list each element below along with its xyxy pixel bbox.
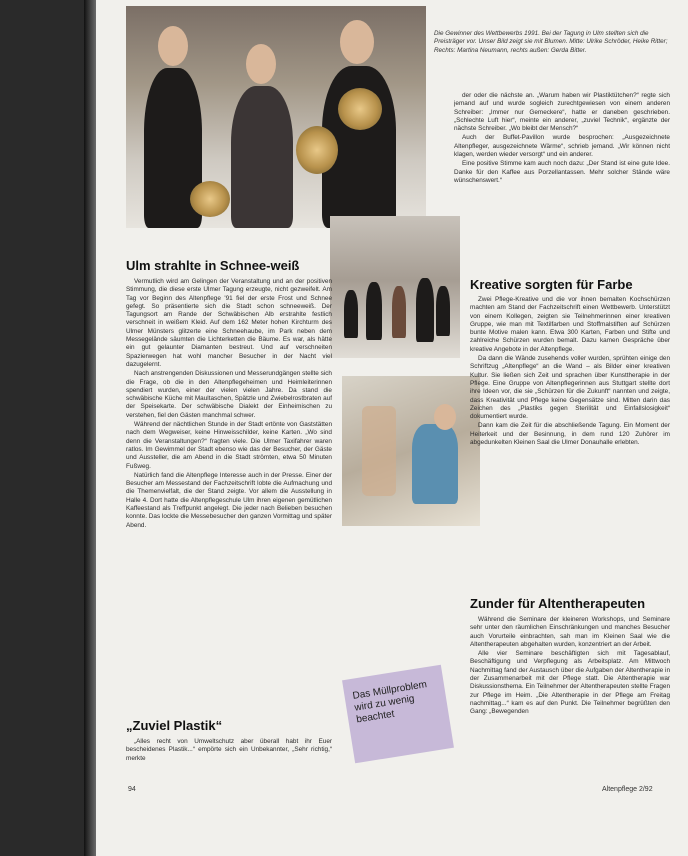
person-figure — [344, 290, 358, 338]
person-figure — [416, 278, 434, 342]
person-head — [434, 404, 456, 430]
article-title-farbe: Kreative sorgten für Farbe — [470, 277, 633, 292]
paragraph: Eine positive Stimme kam auch noch dazu: „Der Stand ist eine gute Idee. Danke für den Kaffee aus Porzellantassen. Mehr solcher Stände wäre wünschenswert.“ — [454, 160, 670, 184]
bouquet-icon — [338, 88, 382, 130]
article-title-plastik: „Zuviel Plastik“ — [126, 718, 223, 733]
person-figure — [366, 282, 382, 340]
crowd-photo — [330, 216, 460, 358]
article-body-zunder — [470, 616, 670, 776]
page-number: 94 — [128, 786, 136, 793]
paragraph: Natürlich fand die Altenpflege Interesse auch in der Presse. Einer der Besucher am Messestand der Fachzeitschrift lobte die Aufmachung und die Themenvielfalt, die der Stand zeigte. Vor allem die Ausstellung in Halle 4. Dort hatte die Altenpflegeschule Ulm ihren eigenen gemütlichen Kaffeestand als Treffpunkt angelegt. Die jeder nach Belieben besuchen konnte. Das lockte die Messebesucher den ganzen Vormittag und später Abend. — [126, 471, 332, 529]
pull-quote-text: Das Müllproblem wird zu wenig beachtet — [351, 679, 428, 726]
bouquet-icon — [190, 181, 230, 217]
paragraph: Zwei Pflege-Kreative und die vor ihnen bemalten Kochschürzen machten am Stand der Fachzeitschrift einen Wettbewerb. Unterstützt von einem Kollegen, zeigten sie Teilnehmerinnen einer kreativen Gruppe, wie man mit Textilfarben und Stoffmalstiften auf Schürzen bunte Motive malen kann. Etwa 300 Karten, Farben und Stifte und zahlreiche Schürzen wurden bemalt. Dazu kamen Gespräche über kreative Angebote in der Altenpflege. — [470, 296, 670, 353]
person-head — [246, 44, 276, 84]
person-head — [158, 26, 188, 66]
person-painting — [412, 424, 458, 504]
painted-panel — [362, 406, 396, 496]
paragraph: Auch der Buffet-Pavillon wurde besprochen: „Ausgezeichnete Altenpfleger, ausgezeichnete Wärme“, schrieb jemand. „Wir können nicht klagen, werden wieder versorgt“ und ein anderer. — [454, 134, 670, 159]
painting-photo — [342, 376, 480, 526]
article-body-continued — [454, 92, 670, 264]
paragraph: Während der nächtlichen Stunde in der Stadt ertönte von Gaststätten nach dem Wegweiser, keine Hinweisschilder, keine Karten. „Wo sind denn die Veranstaltungen?“ fragten viele. Die Ulmer Taxifahrer waren ratlos. Im Gewimmel der Stadt ebenso wie das der Besucher, der Gäste und Aussteller, die am Abend in die Stadt strömten, etwa 50 Minuten Fußweg. — [126, 421, 332, 470]
person-figure — [392, 286, 406, 338]
article-body-ulm — [126, 278, 332, 706]
article-title-ulm: Ulm strahlte in Schnee-weiß — [126, 258, 300, 273]
book-spine — [84, 0, 96, 856]
person-figure — [436, 286, 450, 336]
paragraph: Vermutlich wird am Gelingen der Veranstaltung und an der positiven Stimmung, die diese erste Ulmer Tagung erzeugte, nicht gezweifelt. Am Tag vor Beginn des Altenpflege '91 fiel der erste Frost und Schnee gefegt. So präsentierte sich die Stadt schon schneeweiß. Der Tagungsort am Rande der Schwäbischen Alb erstrahlte festlich verschneit in weißem Kleid. Auf dem 162 Meter hohen Kirchturm des Ulmer Münsters glitzerte eine Schneehaube, im Park neben dem Messegelände säumten die Lichterketten die Bäume. Es war, als hätte ein gut gelaunter Diamanten bestreut. Und auf verschneiten Spazierwegen hat wohl mancher Besucher in der Nacht viel dazugelernt. — [126, 278, 332, 368]
paragraph: „Alles recht von Umweltschutz aber überall habt ihr Euer bescheidenes Plastik...“ empörte sich ein Unbekannter, „Sehr richtig,“ merkte — [126, 738, 332, 762]
paragraph: Dann kam die Zeit für die abschließende Tagung. Ein Moment der Heiterkeit und der Besinnung, in dem rund 120 Zuhörer im abgedunkelten Kleinen Saal die Ulmer Donauhalle erlebten. — [470, 422, 670, 447]
paragraph: Während die Seminare der kleineren Workshops, und Seminare sehr unter den räumlichen Einschränkungen und manches Besucher auch Vorurteile einbrachten, sah man im Kleinen Saal wie die Altentherapeuten abgehalten wurden, konzentriert an der Arbeit. — [470, 616, 670, 648]
bouquet-icon — [296, 126, 338, 174]
paragraph: Alle vier Seminare beschäftigten sich mit Tagesablauf, Beschäftigung und Verpflegung als Arbeitsplatz. Am Mittwoch Nachmittag fand der Austausch über die Aufgaben der Altentherapie in der Zusammenarbeit mit der Pflege statt. Die Altentherapie war Diskussionsthema. Ein Teilnehmer der Altentherapeuten stellte Fragen zur Pflege im Heim. „Die Altentherapie in der Pflege am Freitag nachmittag...“ kam es auf den Punkt. Die Teilnehmer begrüßten den Gang: „Bewegenden — [470, 650, 670, 716]
person-head — [340, 20, 374, 64]
paragraph: Nach anstrengenden Diskussionen und Messerundgängen stellte sich die Frage, ob die in den Altenpflegeheimen und Heimleiterinnen spendiert wurden, einer der vielen vielen Jahre. Da stand die schwäbische Küche mit Maultaschen, Spätzle und Zwiebelrostbraten auf der Speisekarte. Der schwäbische Dialekt der Einheimischen zu verstehen, fiel den Gästen manchmal schwer. — [126, 370, 332, 419]
article-body-plastik — [126, 738, 332, 778]
person-woman-center — [231, 86, 293, 228]
top-photo — [126, 6, 426, 228]
photo-caption: Die Gewinner des Wettbewerbs 1991. Bei der Tagung in Ulm stellten sich die Preisträger vor. Unser Bild zeigt sie mit Blumen. Mitte: Ulrike Schröder, Heike Ritter; Rechts: Martina Neumann, rechts außen: Gerda Bitter. — [434, 30, 668, 54]
article-body-farbe — [470, 296, 670, 580]
article-title-zunder: Zunder für Altentherapeuten — [470, 596, 646, 611]
magazine-footer: Altenpflege 2/92 — [602, 786, 653, 793]
paragraph: der oder die nächste an. „Warum haben wir Plastiktütchen?“ regte sich jemand auf und wurde sogleich zurechtgewiesen von einem anderen Schreiber: „Immer nur Gemeckere“, hatte er daneben geschrieben. „Schlechte Luft hier“, meinte ein anderer, „zuviel Technik“, ergänzte der nächste Schreiber. „Wo bleibt der Mensch?“ — [454, 92, 670, 133]
pull-quote-box — [342, 665, 454, 764]
paragraph: Da dann die Wände zusehends voller wurden, sprühten einige den Schriftzug „Altenpflege“ an die Wand – als Bilder einer kreativen Kultur. Sie ließen sich Zeit und sprachen über Kunsttherapie in der Pflege. Eine Gruppe von Altenpflegerinnen aus Stuttgart stellte dort ihre Ideen vor, die sie „Schürzen für die Zukunft“ nannten und zeigte, dass Kreativität und Pflege keine Gegensätze sind. Mitten darin das Zeichen des „Plastiks gegen Sterilität und Einfallslosigkeit“ dokumentiert wurde. — [470, 355, 670, 421]
